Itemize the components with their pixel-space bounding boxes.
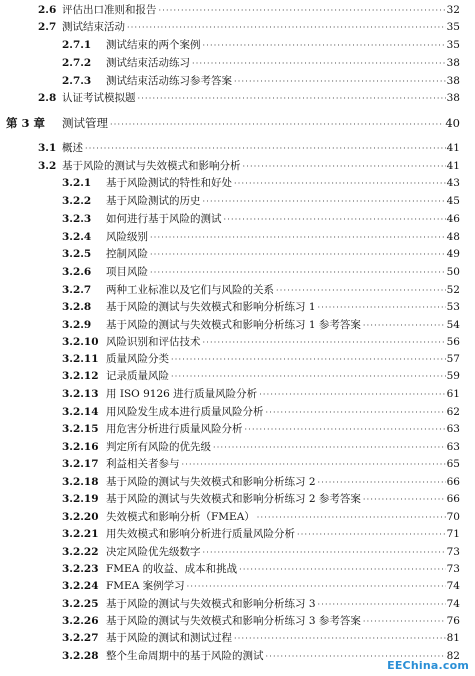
dot-leader <box>192 56 446 72</box>
toc-entry[interactable] <box>0 491 475 507</box>
toc-entry-line <box>106 421 460 438</box>
toc-entry-title: 用失效模式和影响分析进行质量风险分析 <box>106 528 295 540</box>
toc-entry-title: 用风险发生成本进行质量风险分析 <box>106 406 264 418</box>
toc-entry-line <box>106 596 460 613</box>
dot-leader <box>138 91 446 107</box>
dot-leader <box>171 352 446 368</box>
toc-entry-number: 3.2.17 <box>62 458 99 470</box>
toc-entry-title: 基于风险测试的特性和好处 <box>106 177 232 189</box>
toc-entry-page: 46 <box>446 213 460 225</box>
toc-entry-title: 测试结束活动练习参考答案 <box>106 75 232 87</box>
toc-entry[interactable] <box>0 578 475 594</box>
toc-entry-line <box>106 37 460 54</box>
toc-entry-number: 3.2.16 <box>62 441 99 453</box>
toc-entry-title: 概述 <box>62 142 83 154</box>
dot-leader <box>266 405 446 421</box>
toc-entry-title: 用危害分析进行质量风险分析 <box>106 423 243 435</box>
toc-entry-page: 73 <box>446 546 460 558</box>
toc-entry[interactable] <box>0 544 475 560</box>
toc-entry-number: 3.2.10 <box>62 336 99 348</box>
toc-entry[interactable] <box>0 55 475 71</box>
watermark: EEChina.com <box>387 659 469 672</box>
toc-entry-number: 3.2.19 <box>62 493 99 505</box>
toc-entry-line <box>106 509 460 526</box>
toc-entry-title: FMEA 的收益、成本和挑战 <box>106 563 238 575</box>
dot-leader <box>203 335 446 351</box>
dot-leader <box>363 614 446 630</box>
toc-entry-page: 41 <box>446 142 460 154</box>
toc-entry-number: 第 3 章 <box>6 116 46 130</box>
toc-entry-line <box>106 578 460 595</box>
toc-entry[interactable] <box>0 229 475 245</box>
dot-leader <box>245 422 446 438</box>
toc-entry[interactable] <box>0 140 475 156</box>
dot-leader <box>363 318 446 334</box>
toc-entry-title: 测试结束的两个案例 <box>106 39 201 51</box>
toc-entry-page: 48 <box>446 231 460 243</box>
toc-entry-line <box>106 175 460 192</box>
toc-entry[interactable] <box>0 317 475 333</box>
dot-leader <box>150 247 446 263</box>
toc-entry-page: 65 <box>446 458 460 470</box>
dot-leader <box>203 194 446 210</box>
dot-leader <box>224 212 446 228</box>
toc-entry-number: 3.2.5 <box>62 248 92 260</box>
toc-entry-page: 82 <box>446 650 460 662</box>
dot-leader <box>85 141 446 157</box>
dot-leader <box>257 510 446 526</box>
toc-entry-page: 38 <box>446 92 460 104</box>
toc-entry-number: 3.2.3 <box>62 213 92 225</box>
toc-entry-line <box>106 404 460 421</box>
toc-entry[interactable] <box>0 175 475 191</box>
toc-entry-title: 质量风险分类 <box>106 353 169 365</box>
toc-entry-number: 2.6 <box>38 4 57 16</box>
dot-leader <box>318 300 446 316</box>
toc-entry-title: 控制风险 <box>106 248 148 260</box>
toc-entry-line <box>106 630 460 647</box>
toc-entry-number: 2.8 <box>38 92 57 104</box>
toc-entry-title: 两种工业标准以及它们与风险的关系 <box>106 284 274 296</box>
dot-leader <box>318 597 446 613</box>
toc-entry-page: 52 <box>446 284 460 296</box>
toc-entry-line <box>106 526 460 543</box>
toc-entry-title: 判定所有风险的优先级 <box>106 441 211 453</box>
toc-entry-number: 2.7 <box>38 21 57 33</box>
toc-entry-number: 3.2.7 <box>62 284 92 296</box>
toc-entry-title: 基于风险的测试与失效模式和影响分析练习 3 参考答案 <box>106 615 361 627</box>
toc-entry[interactable] <box>0 439 475 455</box>
toc-entry[interactable] <box>0 526 475 542</box>
dot-leader <box>127 20 446 36</box>
toc-entry-page: 76 <box>446 615 460 627</box>
toc-entry-line <box>106 193 460 210</box>
toc-entry-page: 61 <box>446 388 460 400</box>
toc-entry-title: 失效模式和影响分析（FMEA） <box>106 511 255 523</box>
dot-leader <box>234 176 446 192</box>
toc-entry[interactable] <box>0 37 475 53</box>
toc-entry-page: 35 <box>446 21 460 33</box>
toc-entry-title: 测试管理 <box>62 116 108 130</box>
toc-entry-page: 49 <box>446 248 460 260</box>
toc-entry-line <box>106 439 460 456</box>
toc-entry-page: 45 <box>446 195 460 207</box>
toc-entry[interactable] <box>0 386 475 402</box>
toc-entry-page: 66 <box>446 476 460 488</box>
toc-entry-line <box>106 386 460 403</box>
toc-entry-line <box>106 282 460 299</box>
toc-entry-number: 3.2.1 <box>62 177 92 189</box>
toc-entry-line <box>106 246 460 263</box>
dot-leader <box>150 265 446 281</box>
toc-entry-title: 基于风险的测试与失效模式和影响分析练习 1 <box>106 301 316 313</box>
toc-entry[interactable] <box>0 509 475 525</box>
toc-entry-page: 40 <box>445 116 460 130</box>
toc-entry-page: 59 <box>446 370 460 382</box>
toc-entry-title: 项目风险 <box>106 266 148 278</box>
toc-entry[interactable] <box>0 211 475 227</box>
toc-entry-line <box>106 317 460 334</box>
toc-entry[interactable] <box>0 246 475 262</box>
toc-entry[interactable] <box>0 334 475 350</box>
toc-entry-line <box>106 491 460 508</box>
toc-entry-line <box>62 90 460 107</box>
toc-entry-page: 57 <box>446 353 460 365</box>
toc-entry-title: 测试结束活动 <box>62 21 125 33</box>
dot-leader <box>187 579 446 595</box>
toc-entry-number: 3.2.22 <box>62 546 99 558</box>
toc-entry-title: 决定风险优先级数字 <box>106 546 201 558</box>
toc-entry[interactable] <box>0 368 475 384</box>
dot-leader <box>182 457 446 473</box>
toc-entry-page: 38 <box>446 57 460 69</box>
toc-entry-page: 32 <box>446 4 460 16</box>
toc-entry-page: 53 <box>446 301 460 313</box>
toc-entry-page: 70 <box>446 511 460 523</box>
toc-entry-line <box>62 158 460 175</box>
dot-leader <box>110 117 444 133</box>
toc-entry-line <box>62 115 460 133</box>
toc-entry-page: 62 <box>446 406 460 418</box>
toc-entry-title: 基于风险的测试与失效模式和影响分析 <box>62 160 241 172</box>
toc-entry-title: FMEA 案例学习 <box>106 580 185 592</box>
toc-entry-line <box>106 55 460 72</box>
dot-leader <box>171 369 446 385</box>
toc-entry-number: 3.2.24 <box>62 580 99 592</box>
toc-entry-page: 54 <box>446 319 460 331</box>
toc-entry-title: 基于风险测试的历史 <box>106 195 201 207</box>
dot-leader <box>150 230 446 246</box>
toc-entry-line <box>106 351 460 368</box>
toc-entry-number: 3.2.21 <box>62 528 99 540</box>
dot-leader <box>243 159 446 175</box>
toc-entry-page: 74 <box>446 598 460 610</box>
toc-entry-number: 3.2.13 <box>62 388 99 400</box>
toc-entry-line <box>106 264 460 281</box>
toc-entry-number: 3.2.20 <box>62 511 99 523</box>
toc-entry-line <box>62 19 460 36</box>
toc-entry-title: 风险级别 <box>106 231 148 243</box>
dot-leader <box>203 545 446 561</box>
toc-entry-page: 35 <box>446 39 460 51</box>
toc-entry-title: 如何进行基于风险的测试 <box>106 213 222 225</box>
toc-entry[interactable] <box>0 404 475 420</box>
toc-entry-title: 基于风险的测试和测试过程 <box>106 632 232 644</box>
toc-entry[interactable] <box>0 264 475 280</box>
toc-entry-number: 3.2.23 <box>62 563 99 575</box>
toc-entry[interactable] <box>0 421 475 437</box>
dot-leader <box>363 492 446 508</box>
toc-entry-page: 41 <box>446 160 460 172</box>
toc-entry[interactable] <box>0 19 475 35</box>
toc-entry-line <box>106 334 460 351</box>
toc-entry-title: 测试结束活动练习 <box>106 57 190 69</box>
toc-entry-number: 2.7.2 <box>62 57 92 69</box>
toc-chapter-entry[interactable] <box>0 115 475 131</box>
toc-entry-page: 81 <box>446 632 460 644</box>
toc-entry-number: 2.7.3 <box>62 75 92 87</box>
toc-entry-line <box>106 613 460 630</box>
toc-entry-number: 3.2.6 <box>62 266 92 278</box>
toc-entry-line <box>106 368 460 385</box>
toc-entry-title: 用 ISO 9126 进行质量风险分析 <box>106 388 258 400</box>
toc-entry-title: 基于风险的测试与失效模式和影响分析练习 1 参考答案 <box>106 319 361 331</box>
toc-entry[interactable] <box>0 73 475 89</box>
toc-entry-page: 73 <box>446 563 460 575</box>
dot-leader <box>318 475 446 491</box>
toc-entry-title: 整个生命周期中的基于风险的测试 <box>106 650 264 662</box>
toc-entry-number: 3.2.15 <box>62 423 99 435</box>
toc-entry-page: 71 <box>446 528 460 540</box>
toc-entry-number: 3.2.12 <box>62 370 99 382</box>
toc-entry-page: 38 <box>446 75 460 87</box>
dot-leader <box>259 387 445 403</box>
toc-entry-line <box>62 140 460 157</box>
toc-entry-number: 3.2.18 <box>62 476 99 488</box>
toc-entry-title: 基于风险的测试与失效模式和影响分析练习 3 <box>106 598 316 610</box>
toc-entry-title: 风险识别和评估技术 <box>106 336 201 348</box>
toc-entry-page: 66 <box>446 493 460 505</box>
toc-entry[interactable] <box>0 351 475 367</box>
toc-entry-number: 3.2.11 <box>62 353 99 365</box>
toc-entry-title: 记录质量风险 <box>106 370 169 382</box>
dot-leader <box>239 562 446 578</box>
toc-entry[interactable] <box>0 2 475 18</box>
toc-entry-line <box>106 456 460 473</box>
dot-leader <box>276 283 446 299</box>
toc-entry-number: 3.2.9 <box>62 319 92 331</box>
toc-entry-page: 63 <box>446 441 460 453</box>
toc-entry[interactable] <box>0 561 475 577</box>
toc-entry[interactable] <box>0 158 475 174</box>
toc-entry-line <box>106 474 460 491</box>
toc-entry[interactable] <box>0 474 475 490</box>
toc-entry-line <box>106 561 460 578</box>
toc-entry[interactable] <box>0 613 475 629</box>
dot-leader <box>203 38 446 54</box>
toc-entry[interactable] <box>0 90 475 106</box>
toc-entry-number: 3.1 <box>38 142 57 154</box>
dot-leader <box>213 440 446 456</box>
toc-entry-line <box>106 229 460 246</box>
toc-entry-line <box>62 2 460 19</box>
toc-entry-number: 3.2.27 <box>62 632 99 644</box>
toc-entry-number: 3.2.4 <box>62 231 92 243</box>
dot-leader <box>297 527 446 543</box>
toc-entry[interactable] <box>0 282 475 298</box>
toc-entry[interactable] <box>0 596 475 612</box>
toc-entry-title: 基于风险的测试与失效模式和影响分析练习 2 <box>106 476 316 488</box>
toc-entry-number: 3.2.28 <box>62 650 99 662</box>
toc-entry-number: 3.2.2 <box>62 195 92 207</box>
toc-entry[interactable] <box>0 456 475 472</box>
toc-entry-number: 3.2 <box>38 160 57 172</box>
toc-entry-number: 2.7.1 <box>62 39 92 51</box>
toc-entry-number: 3.2.25 <box>62 598 99 610</box>
toc-entry-line <box>106 211 460 228</box>
toc-entry-title: 评估出口准则和报告 <box>62 4 157 16</box>
toc-entry-title: 基于风险的测试与失效模式和影响分析练习 2 参考答案 <box>106 493 361 505</box>
toc-entry-line <box>106 73 460 90</box>
toc-entry-page: 63 <box>446 423 460 435</box>
dot-leader <box>234 74 446 90</box>
toc-entry-page: 43 <box>446 177 460 189</box>
toc-entry-title: 认证考试模拟题 <box>62 92 136 104</box>
toc-entry[interactable] <box>0 193 475 209</box>
toc-entry-line <box>106 299 460 316</box>
toc-entry-page: 74 <box>446 580 460 592</box>
dot-leader <box>234 631 446 647</box>
toc-entry-title: 利益相关者参与 <box>106 458 180 470</box>
toc-entry-number: 3.2.26 <box>62 615 99 627</box>
toc-entry-page: 56 <box>446 336 460 348</box>
toc-entry[interactable] <box>0 630 475 646</box>
toc-entry-page: 50 <box>446 266 460 278</box>
toc-entry-number: 3.2.14 <box>62 406 99 418</box>
toc-entry-number: 3.2.8 <box>62 301 92 313</box>
dot-leader <box>159 3 446 19</box>
toc-entry-line <box>106 544 460 561</box>
toc-entry[interactable] <box>0 299 475 315</box>
